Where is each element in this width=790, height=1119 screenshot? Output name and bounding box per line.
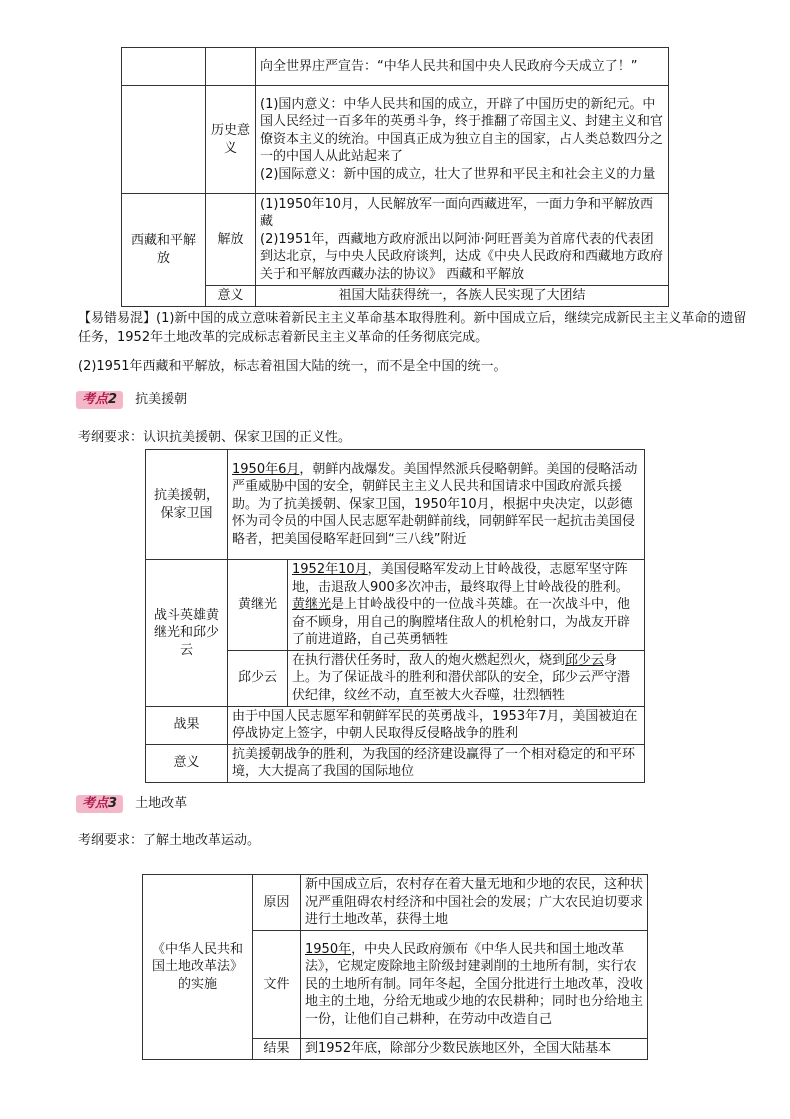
battle-heroes-label: 战斗英雄黄继光和邱少云 (146, 560, 228, 707)
table-cell: 向全世界庄严宣告：“中华人民共和国中央人民政府今天成立了！” (256, 48, 669, 86)
section-title: 抗美援朝 (135, 392, 188, 408)
international-significance: (2)国际意义：新中国的成立，壮大了世界和平民主和社会主义的力量 (260, 166, 656, 182)
section-title: 土地改革 (135, 796, 188, 812)
exam-requirement: 考纲要求：了解土地改革运动。 (78, 833, 261, 848)
liberation-point-2: (2)1951年，西藏地方政府派出以阿沛·阿旺晋美为首席代表的代表团到达北京，与中央人民政府谈判，达成《中央人民政府和西藏地方政府关于和平解放西藏办法的协议》 西藏和平解放 (260, 231, 664, 282)
resist-us-label: 抗美援朝，保家卫国 (146, 450, 228, 560)
korean-war-table (145, 449, 645, 783)
table-cell: 1952年10月，美国侵略军发动上甘岭战役，志愿军坚守阵地，击退敌人900多次冲击，最终取得上甘岭战役的胜利。黄继光是上甘岭战役中的一位战斗英雄。在一次战斗中，他奋不顾身，用自己的胸膛堵住敌人的机枪射口，为战友开辟了前进道路，自己英勇牺牲 (288, 560, 645, 651)
huang-jiguang-label: 黄继光 (228, 560, 288, 651)
exam-requirement: 考纲要求：认识抗美援朝、保家卫国的正义性。 (78, 430, 352, 445)
land-reform-law-label: 《中华人民共和国土地改革法》的实施 (143, 875, 253, 1060)
kaodian-badge: 考点2 (76, 391, 123, 409)
table-cell: 新中国成立后，农村存在着大量无地和少地的农民，这种状况严重阻碍农村经济和中国社会的发展；广大农民迫切要求进行土地改革，获得土地 (301, 875, 648, 931)
qiu-shaoyun-label: 邱少云 (228, 650, 288, 706)
kaodian-badge: 考点3 (76, 795, 123, 813)
table-cell: 由于中国人民志愿军和朝鲜军民的英勇战斗，1953年7月，美国被迫在停战协定上签字，中朝人民取得反侵略战争的胜利 (228, 706, 645, 744)
prc-founding-table (121, 47, 669, 307)
significance-label: 意义 (146, 744, 228, 782)
liberation-point-1: (1)1950年10月，人民解放军一面向西藏进军，一面力争和平解放西藏 (260, 196, 654, 230)
significance-text: 祖国大陆获得统一，各族人民实现了大团结 (256, 286, 669, 307)
table-cell (122, 86, 206, 194)
reason-label: 原因 (253, 875, 301, 931)
significance-label: 意义 (206, 286, 256, 307)
result-label: 战果 (146, 706, 228, 744)
result-label: 结果 (253, 1039, 301, 1060)
section-header-3 (76, 795, 187, 813)
note-1: 【易错易混】(1)新中国的成立意味着新民主主义革命基本取得胜利。新中国成立后，继续完成新民主主义革命的遗留任务，1952年土地改革的完成标志着新民主主义革命的任务彻底完成。 (78, 311, 747, 345)
table-cell: 1950年6月，朝鲜内战爆发。美国悍然派兵侵略朝鲜。美国的侵略活动严重威胁中国的安全，朝鲜民主主义人民共和国请求中国政府派兵援助。为了抗美援朝、保家卫国，1950年10月，根据中央决定，以彭德怀为司令员的中国人民志愿军赴朝鲜前线，同朝鲜军民一起抗击美国侵略者，把美国侵略军赶回到“三八线”附近 (228, 450, 645, 560)
table-cell: 在执行潜伏任务时，敌人的炮火燃起烈火，烧到邱少云身上。为了保证战斗的胜利和潜伏部队的安全，邱少云严守潜伏纪律，纹丝不动，直至被大火吞噬，壮烈牺牲 (288, 650, 645, 706)
land-reform-table (142, 874, 648, 1060)
table-cell (256, 194, 669, 286)
note-2: (2)1951年西藏和平解放，标志着祖国大陆的统一，而不是全中国的统一。 (78, 359, 507, 374)
historical-significance-label: 历史意义 (206, 86, 256, 194)
table-cell: 抗美援朝战争的胜利，为我国的经济建设赢得了一个相对稳定的和平环境，大大提高了我国的国际地位 (228, 744, 645, 782)
table-cell: 到1952年底，除部分少数民族地区外，全国大陆基本 (301, 1039, 648, 1060)
liberation-label: 解放 (206, 194, 256, 286)
table-cell: 1950年，中央人民政府颁布《中华人民共和国土地改革法》，它规定废除地主阶级封建剥削的土地所有制，实行农民的土地所有制。同年冬起，全国分批进行土地改革，没收地主的土地，分给无地或少地的农民耕种；同时也分给地主一份，让他们自己耕种，在劳动中改造自己 (301, 931, 648, 1039)
table-cell (256, 86, 669, 194)
tibet-liberation-label: 西藏和平解放 (122, 194, 206, 307)
document-label: 文件 (253, 931, 301, 1039)
domestic-significance: (1)国内意义：中华人民共和国的成立，开辟了中国历史的新纪元。中国人民经过一百多年的英勇斗争，终于推翻了帝国主义、封建主义和官僚资本主义的统治。中国真正成为独立自主的国家，占人类总数四分之一的中国人从此站起来了 (260, 96, 664, 165)
table-cell (122, 48, 206, 86)
table-cell (206, 48, 256, 86)
section-header-2 (76, 391, 187, 409)
